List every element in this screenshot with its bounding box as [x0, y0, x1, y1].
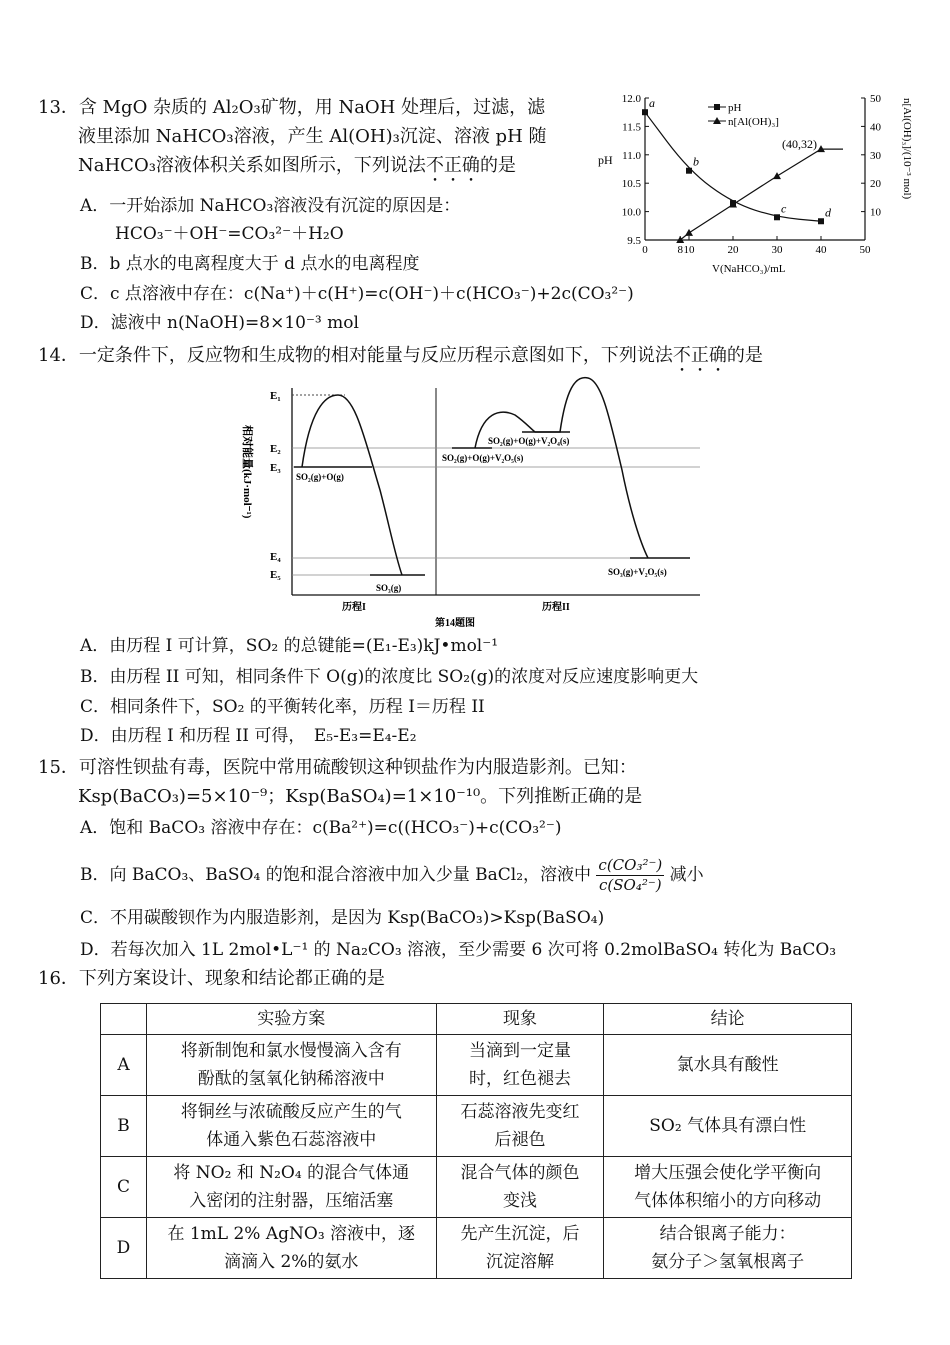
- row-phenomenon: [436, 1035, 604, 1096]
- row-plan: [146, 1218, 436, 1279]
- species-so3-v2o5: SO₃(g)+V₂O₅(s): [608, 567, 667, 577]
- y-left-tick-label: 11.0: [622, 149, 641, 162]
- y-left-tick-label: 11.5: [622, 121, 641, 134]
- level-e3: E₃: [270, 462, 281, 474]
- row-phenomenon-line: 当滴到一定量: [468, 1041, 571, 1061]
- level-e5: E₅: [270, 569, 281, 581]
- row-plan-line: 入密闭的注射器，压缩活塞: [189, 1191, 394, 1211]
- path1-curve: [302, 395, 402, 575]
- table-row: [101, 1035, 852, 1096]
- row-conclusion-line: SO₂ 气体具有漂白性: [649, 1116, 807, 1136]
- diagram-caption: 第14题图: [435, 618, 475, 629]
- x-tick-label: 40: [815, 244, 827, 256]
- aloh3-point: [685, 229, 693, 236]
- row-label: C: [101, 1157, 147, 1218]
- q15-option-a: A．饱和 BaCO₃ 溶液中存在：c(Ba²⁺)=c((HCO₃⁻)+c(CO₃²⁻): [80, 818, 562, 838]
- q14-option-a: A．由历程 I 可计算，SO₂ 的总键能=(E₁-E₃)kJ•mol⁻¹: [80, 636, 499, 656]
- chart-legend: [708, 102, 779, 128]
- x-tick-label: 0: [642, 244, 648, 256]
- row-plan-line: 将铜丝与浓硫酸反应产生的气: [180, 1102, 402, 1122]
- x-tick-label: 8: [677, 244, 683, 256]
- row-plan-line: 将 NO₂ 和 N₂O₄ 的混合气体通: [173, 1163, 410, 1183]
- q13-stem-line3: [78, 153, 516, 186]
- x-tick-label: 20: [727, 244, 739, 256]
- q13-stem-line2: 液里添加 NaHCO₃溶液，产生 Al(OH)₃沉淀、溶液 pH 随: [78, 126, 547, 147]
- row-phenomenon-line: 混合气体的颜色: [460, 1163, 580, 1183]
- q14-stem-c: 的是: [726, 345, 763, 366]
- path2-curve: [475, 378, 648, 558]
- q15-fraction: [596, 856, 664, 895]
- chart-y-right-label: n[Al(OH)₃]/(10⁻³ mol): [901, 98, 913, 200]
- q16-table: [100, 1003, 852, 1279]
- q16-stem: 16．下列方案设计、现象和结论都正确的是: [38, 968, 385, 989]
- row-phenomenon: [436, 1096, 604, 1157]
- row-plan: [146, 1096, 436, 1157]
- row-label: A: [101, 1035, 147, 1096]
- q15-option-b: [80, 849, 704, 901]
- species-so2-o: SO₂(g)+O(g): [296, 472, 344, 482]
- row-plan-line: 滴滴入 2%的氨水: [224, 1252, 359, 1272]
- diagram-y-label: 相对能量(kJ·mol⁻¹): [241, 425, 253, 519]
- row-conclusion-line: 氯水具有酸性: [676, 1055, 779, 1075]
- q15-option-d: D．若每次加入 1L 2mol•L⁻¹ 的 Na₂CO₃ 溶液，至少需要 6 次可将 0.2molBaSO₄ 转化为 BaCO₃: [80, 940, 837, 960]
- row-phenomenon-line: 先产生沉淀，后: [460, 1224, 580, 1244]
- row-label: D: [101, 1218, 147, 1279]
- y-right-tick-label: 10: [870, 206, 881, 219]
- row-phenomenon: [436, 1157, 604, 1218]
- row-conclusion-line: 气体体积缩小的方向移动: [634, 1191, 822, 1211]
- legend-ph-label: pH: [728, 102, 742, 114]
- y-left-tick-label: 10.5: [621, 178, 641, 191]
- q13-option-d: D．滤液中 n(NaOH)=8×10⁻³ mol: [80, 313, 359, 333]
- q15-option-b-post: 减小: [669, 865, 704, 885]
- row-plan-line: 在 1mL 2% AgNO₃ 溶液中，逐: [167, 1224, 416, 1244]
- q14-option-d: D．由历程 I 和历程 II 可得， E₅-E₃=E₄-E₂: [80, 726, 417, 746]
- row-phenomenon-line: 时，红色褪去: [468, 1069, 571, 1089]
- q14-option-b: B．由历程 II 可知，相同条件下 O(g)的浓度比 SO₂(g)的浓度对反应速度影响更大: [80, 667, 699, 687]
- row-plan-line: 体通入紫色石蕊溶液中: [206, 1130, 377, 1150]
- row-plan: [146, 1035, 436, 1096]
- aloh3-point: [773, 172, 781, 179]
- ph-point: [818, 218, 824, 224]
- table-header-plan: 实验方案: [146, 1004, 436, 1035]
- row-phenomenon-line: 沉淀溶解: [485, 1252, 554, 1272]
- q14-stem-a: 14．一定条件下，反应物和生成物的相对能量与反应历程示意图如下，下列说法: [38, 345, 673, 366]
- ph-point: [774, 214, 780, 220]
- q15-stem-line1: 15．可溶性钡盐有毒，医院中常用硫酸钡这种钡盐作为内服造影剂。已知：: [38, 757, 637, 778]
- chart-y-left-label: pH: [598, 153, 613, 167]
- q13-stem-line3-c: 的是: [479, 155, 516, 176]
- row-conclusion: [604, 1096, 852, 1157]
- row-phenomenon: [436, 1218, 604, 1279]
- x-tick-label: 30: [771, 244, 783, 256]
- row-plan-line: 将新制饱和氯水慢慢滴入含有: [180, 1041, 402, 1061]
- path2-label: 历程II: [542, 602, 570, 613]
- q13-stem-line3-a: NaHCO₃溶液体积关系如图所示，下列说法: [78, 155, 426, 176]
- row-conclusion: [604, 1218, 852, 1279]
- y-right-tick-label: 20: [870, 178, 881, 191]
- row-plan-line: 酚酞的氢氧化钠稀溶液中: [197, 1069, 385, 1089]
- aloh3-series-line: [680, 149, 843, 240]
- row-plan: [146, 1157, 436, 1218]
- ph-point-label: b: [693, 154, 699, 169]
- q15-stem-line2: Ksp(BaCO₃)=5×10⁻⁹；Ksp(BaSO₄)=1×10⁻¹⁰。下列推断正确的是: [78, 786, 643, 807]
- row-label: B: [101, 1096, 147, 1157]
- row-conclusion: [604, 1157, 852, 1218]
- legend-ph-marker: [714, 104, 720, 110]
- q14-option-c: C．相同条件下，SO₂ 的平衡转化率，历程 I＝历程 II: [80, 697, 485, 717]
- q13-option-c: C．c 点溶液中存在：c(Na⁺)＋c(H⁺)=c(OH⁻)＋c(HCO₃⁻)+2c(CO₃²⁻): [80, 284, 634, 304]
- q15-option-b-pre: B．向 BaCO₃、BaSO₄ 的饱和混合溶液中加入少量 BaCl₂，溶液中: [80, 865, 592, 885]
- legend-aloh3-label: n[Al(OH)₃]: [728, 116, 779, 128]
- q15-option-c: C．不用碳酸钡作为内服造影剂，是因为 Ksp(BaCO₃)>Ksp(BaSO₄): [80, 908, 605, 928]
- y-right-tick-label: 30: [870, 149, 881, 162]
- species-so2-o-v2o5: SO₂(g)+O(g)+V₂O₅(s): [442, 453, 524, 463]
- chart-annotation: (40,32): [782, 137, 817, 151]
- ph-point: [686, 168, 692, 174]
- ph-point: [642, 109, 648, 115]
- species-so3: SO₃(g): [376, 583, 402, 593]
- table-header-conclusion: 结论: [604, 1004, 852, 1035]
- q13-emphasis-text: 不正确: [425, 155, 480, 176]
- q13-option-a-equation: HCO₃⁻＋OH⁻=CO₃²⁻＋H₂O: [115, 224, 344, 244]
- table-row: [101, 1157, 852, 1218]
- q13-stem-line1: 13．含 MgO 杂质的 Al₂O₃矿物，用 NaOH 处理后，过滤，滤: [38, 97, 546, 118]
- chart-x-label: V(NaHCO₃)/mL: [712, 263, 786, 275]
- q14-energy-diagram: [230, 370, 730, 632]
- level-e1: E₁: [270, 390, 281, 402]
- q15-fraction-numerator: c(CO₃²⁻): [598, 856, 663, 874]
- x-tick-label: 10: [683, 244, 695, 256]
- q13-chart: [590, 88, 920, 278]
- row-conclusion-line: 氨分子＞氢氧根离子: [651, 1252, 805, 1272]
- q13-option-b: B．b 点水的电离程度大于 d 点水的电离程度: [80, 254, 420, 274]
- path1-label: 历程I: [342, 602, 366, 613]
- y-left-tick-label: 10.0: [621, 206, 641, 219]
- table-header-row: [101, 1004, 852, 1035]
- table-row: [101, 1096, 852, 1157]
- ph-point-label: a: [649, 96, 655, 111]
- row-conclusion: [604, 1035, 852, 1096]
- table-header-blank: [101, 1004, 147, 1035]
- species-so2-o-v2o4: SO₂(g)+O(g)+V₂O₄(s): [488, 436, 570, 446]
- level-e4: E₄: [270, 551, 281, 563]
- ph-point-label: d: [825, 205, 831, 220]
- y-left-tick-label: 9.5: [627, 235, 641, 247]
- y-right-tick-label: 40: [870, 121, 881, 134]
- y-left-tick-label: 12.0: [621, 93, 641, 105]
- ph-point-label: c: [781, 201, 787, 216]
- row-conclusion-line: 增大压强会使化学平衡向: [634, 1163, 822, 1183]
- row-phenomenon-line: 后褪色: [494, 1130, 546, 1150]
- row-phenomenon-line: 变浅: [502, 1191, 537, 1211]
- q13-option-a: A．一开始添加 NaHCO₃溶液没有沉淀的原因是：: [80, 196, 461, 216]
- q15-fraction-denominator: c(SO₄²⁻): [599, 876, 662, 894]
- x-tick-label: 50: [859, 244, 871, 256]
- q14-emphasis-text: 不正确: [672, 345, 727, 366]
- table-header-phenomenon: 现象: [436, 1004, 604, 1035]
- table-row: [101, 1218, 852, 1279]
- row-phenomenon-line: 石蕊溶液先变红: [460, 1102, 580, 1122]
- level-e2: E₂: [270, 443, 281, 455]
- row-conclusion-line: 结合银离子能力：: [659, 1224, 796, 1244]
- y-right-tick-label: 50: [870, 93, 881, 105]
